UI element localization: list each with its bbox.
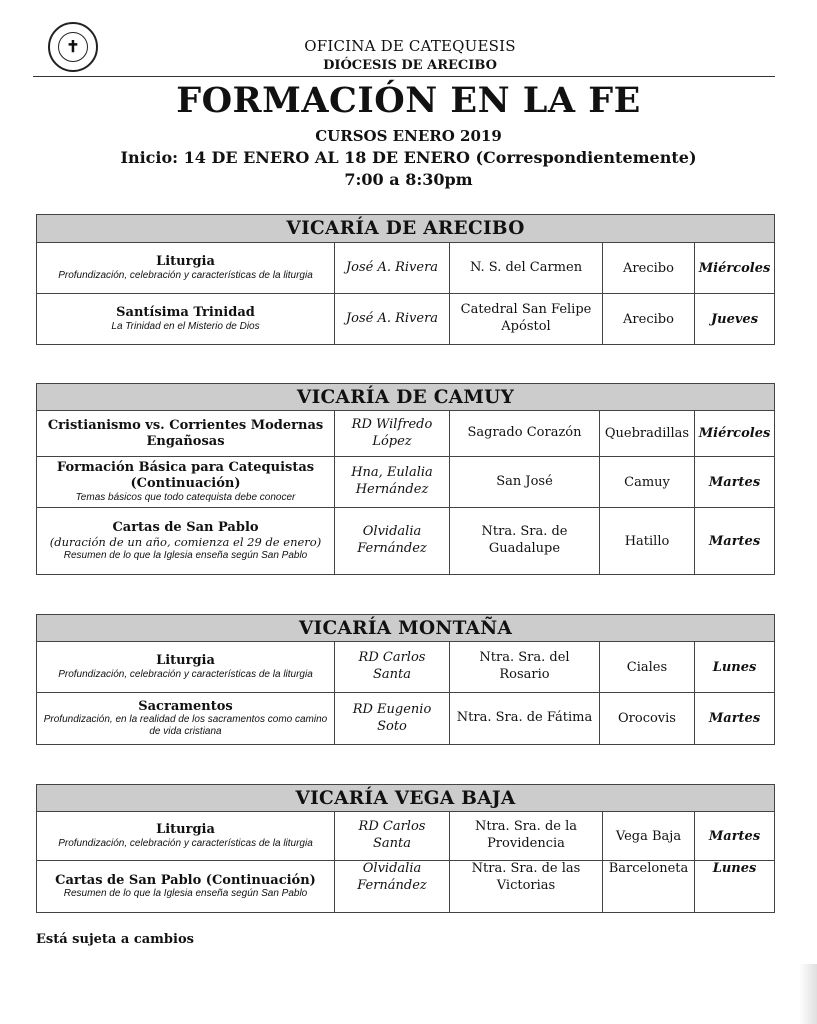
course-description: Profundización, celebración y características de la liturgia xyxy=(58,837,313,849)
teacher-cell: RD Wilfredo López xyxy=(335,411,450,457)
cross-icon: ✝ xyxy=(58,32,88,62)
table-row xyxy=(37,457,775,508)
day-cell: Lunes xyxy=(695,642,775,693)
course-cell xyxy=(37,243,335,294)
course-description: Profundización, celebración y características de la liturgia xyxy=(58,269,313,281)
diocese-name: DIÓCESIS DE ARECIBO xyxy=(323,58,497,73)
course-description: Resumen de lo que la Iglesia enseña según San Pablo xyxy=(63,888,308,900)
day-cell: Miércoles xyxy=(695,243,775,294)
course-cell xyxy=(37,411,335,457)
teacher-cell: RD Eugenio Soto xyxy=(335,693,450,745)
course-name: Liturgia xyxy=(156,254,215,270)
town-cell: Arecibo xyxy=(603,294,695,345)
course-cell xyxy=(37,861,335,913)
parish-cell: Sagrado Corazón xyxy=(450,411,600,457)
table-row xyxy=(37,243,775,294)
parish-cell: Catedral San Felipe Apóstol xyxy=(450,294,603,345)
start-dates: Inicio: 14 DE ENERO AL 18 DE ENERO (Correspondientemente) xyxy=(120,148,697,167)
parish-cell: Ntra. Sra. del Rosario xyxy=(450,642,600,693)
day-cell: Jueves xyxy=(695,294,775,345)
page-subtitle: CURSOS ENERO 2019 xyxy=(315,127,502,145)
town-cell: Vega Baja xyxy=(603,812,695,861)
day-cell: Martes xyxy=(695,508,775,575)
course-cell xyxy=(37,457,335,508)
course-cell xyxy=(37,693,335,745)
teacher-cell: José A. Rivera xyxy=(335,243,450,294)
diocesan-seal-icon xyxy=(48,22,98,72)
parish-cell: San José xyxy=(450,457,600,508)
table-row xyxy=(37,693,775,745)
teacher-cell: Hna, Eulalia Hernández xyxy=(335,457,450,508)
course-description: La Trinidad en el Misterio de Dios xyxy=(111,320,260,332)
parish-cell: Ntra. Sra. de la Providencia xyxy=(450,812,603,861)
town-cell: Hatillo xyxy=(600,508,695,575)
teacher-cell: José A. Rivera xyxy=(335,294,450,345)
teacher-cell: Olvidalia Fernández xyxy=(335,508,450,575)
town-cell: Ciales xyxy=(600,642,695,693)
vicaria-heading: VICARÍA VEGA BAJA xyxy=(37,785,775,812)
parish-cell: Ntra. Sra. de Guadalupe xyxy=(450,508,600,575)
vicaria-heading: VICARÍA DE ARECIBO xyxy=(37,215,775,243)
class-time: 7:00 a 8:30pm xyxy=(344,170,473,189)
course-name: Sacramentos xyxy=(138,698,233,714)
town-cell: Arecibo xyxy=(603,243,695,294)
day-cell: Lunes xyxy=(695,861,775,913)
teacher-cell: Olvidalia Fernández xyxy=(335,861,450,913)
vicaria-arecibo-table xyxy=(36,214,775,345)
course-description: Resumen de lo que la Iglesia enseña según San Pablo xyxy=(63,549,308,561)
table-row xyxy=(37,294,775,345)
parish-cell: Ntra. Sra. de las Victorias xyxy=(450,861,603,913)
town-cell: Quebradillas xyxy=(600,411,695,457)
table-row xyxy=(37,411,775,457)
disclaimer-note: Está sujeta a cambios xyxy=(36,932,194,947)
course-cell xyxy=(37,642,335,693)
parish-cell: Ntra. Sra. de Fátima xyxy=(450,693,600,745)
town-cell: Orocovis xyxy=(600,693,695,745)
vicaria-vega-baja-table xyxy=(36,784,775,913)
course-name: Cartas de San Pablo xyxy=(112,520,259,536)
day-cell: Martes xyxy=(695,812,775,861)
vicaria-heading: VICARÍA MONTAÑA xyxy=(37,615,775,642)
town-cell: Camuy xyxy=(600,457,695,508)
table-row xyxy=(37,861,775,913)
course-description: Temas básicos que todo catequista debe conocer xyxy=(75,491,296,503)
page-title: FORMACIÓN EN LA FE xyxy=(176,80,641,121)
course-name: Liturgia xyxy=(156,653,215,669)
day-cell: Martes xyxy=(695,693,775,745)
header-divider xyxy=(33,76,775,77)
course-name: Formación Básica para Catequistas (Continuación) xyxy=(56,460,315,491)
course-description: Profundización, en la realidad de los sacramentos como camino de vida cristiana xyxy=(43,714,328,738)
course-note: (duración de un año, comienza el 29 de enero) xyxy=(49,534,322,549)
teacher-cell: RD Carlos Santa xyxy=(335,642,450,693)
teacher-cell: RD Carlos Santa xyxy=(335,812,450,861)
office-name: OFICINA DE CATEQUESIS xyxy=(304,37,516,55)
day-cell: Martes xyxy=(695,457,775,508)
vicaria-camuy-table xyxy=(36,383,775,575)
course-name: Cartas de San Pablo (Continuación) xyxy=(55,872,316,888)
vicaria-montana-table xyxy=(36,614,775,745)
course-cell xyxy=(37,812,335,861)
table-row xyxy=(37,812,775,861)
course-name: Liturgia xyxy=(156,822,215,838)
parish-cell: N. S. del Carmen xyxy=(450,243,603,294)
course-name: Santísima Trinidad xyxy=(116,305,255,321)
page-curl-shadow xyxy=(799,964,817,1024)
town-cell: Barceloneta xyxy=(603,861,695,913)
course-description: Profundización, celebración y características de la liturgia xyxy=(58,668,313,680)
vicaria-heading: VICARÍA DE CAMUY xyxy=(37,384,775,411)
course-cell xyxy=(37,508,335,575)
table-row xyxy=(37,508,775,575)
course-cell xyxy=(37,294,335,345)
day-cell: Miércoles xyxy=(695,411,775,457)
table-row xyxy=(37,642,775,693)
course-name: Cristianismo vs. Corrientes Modernas Engañosas xyxy=(47,417,324,449)
